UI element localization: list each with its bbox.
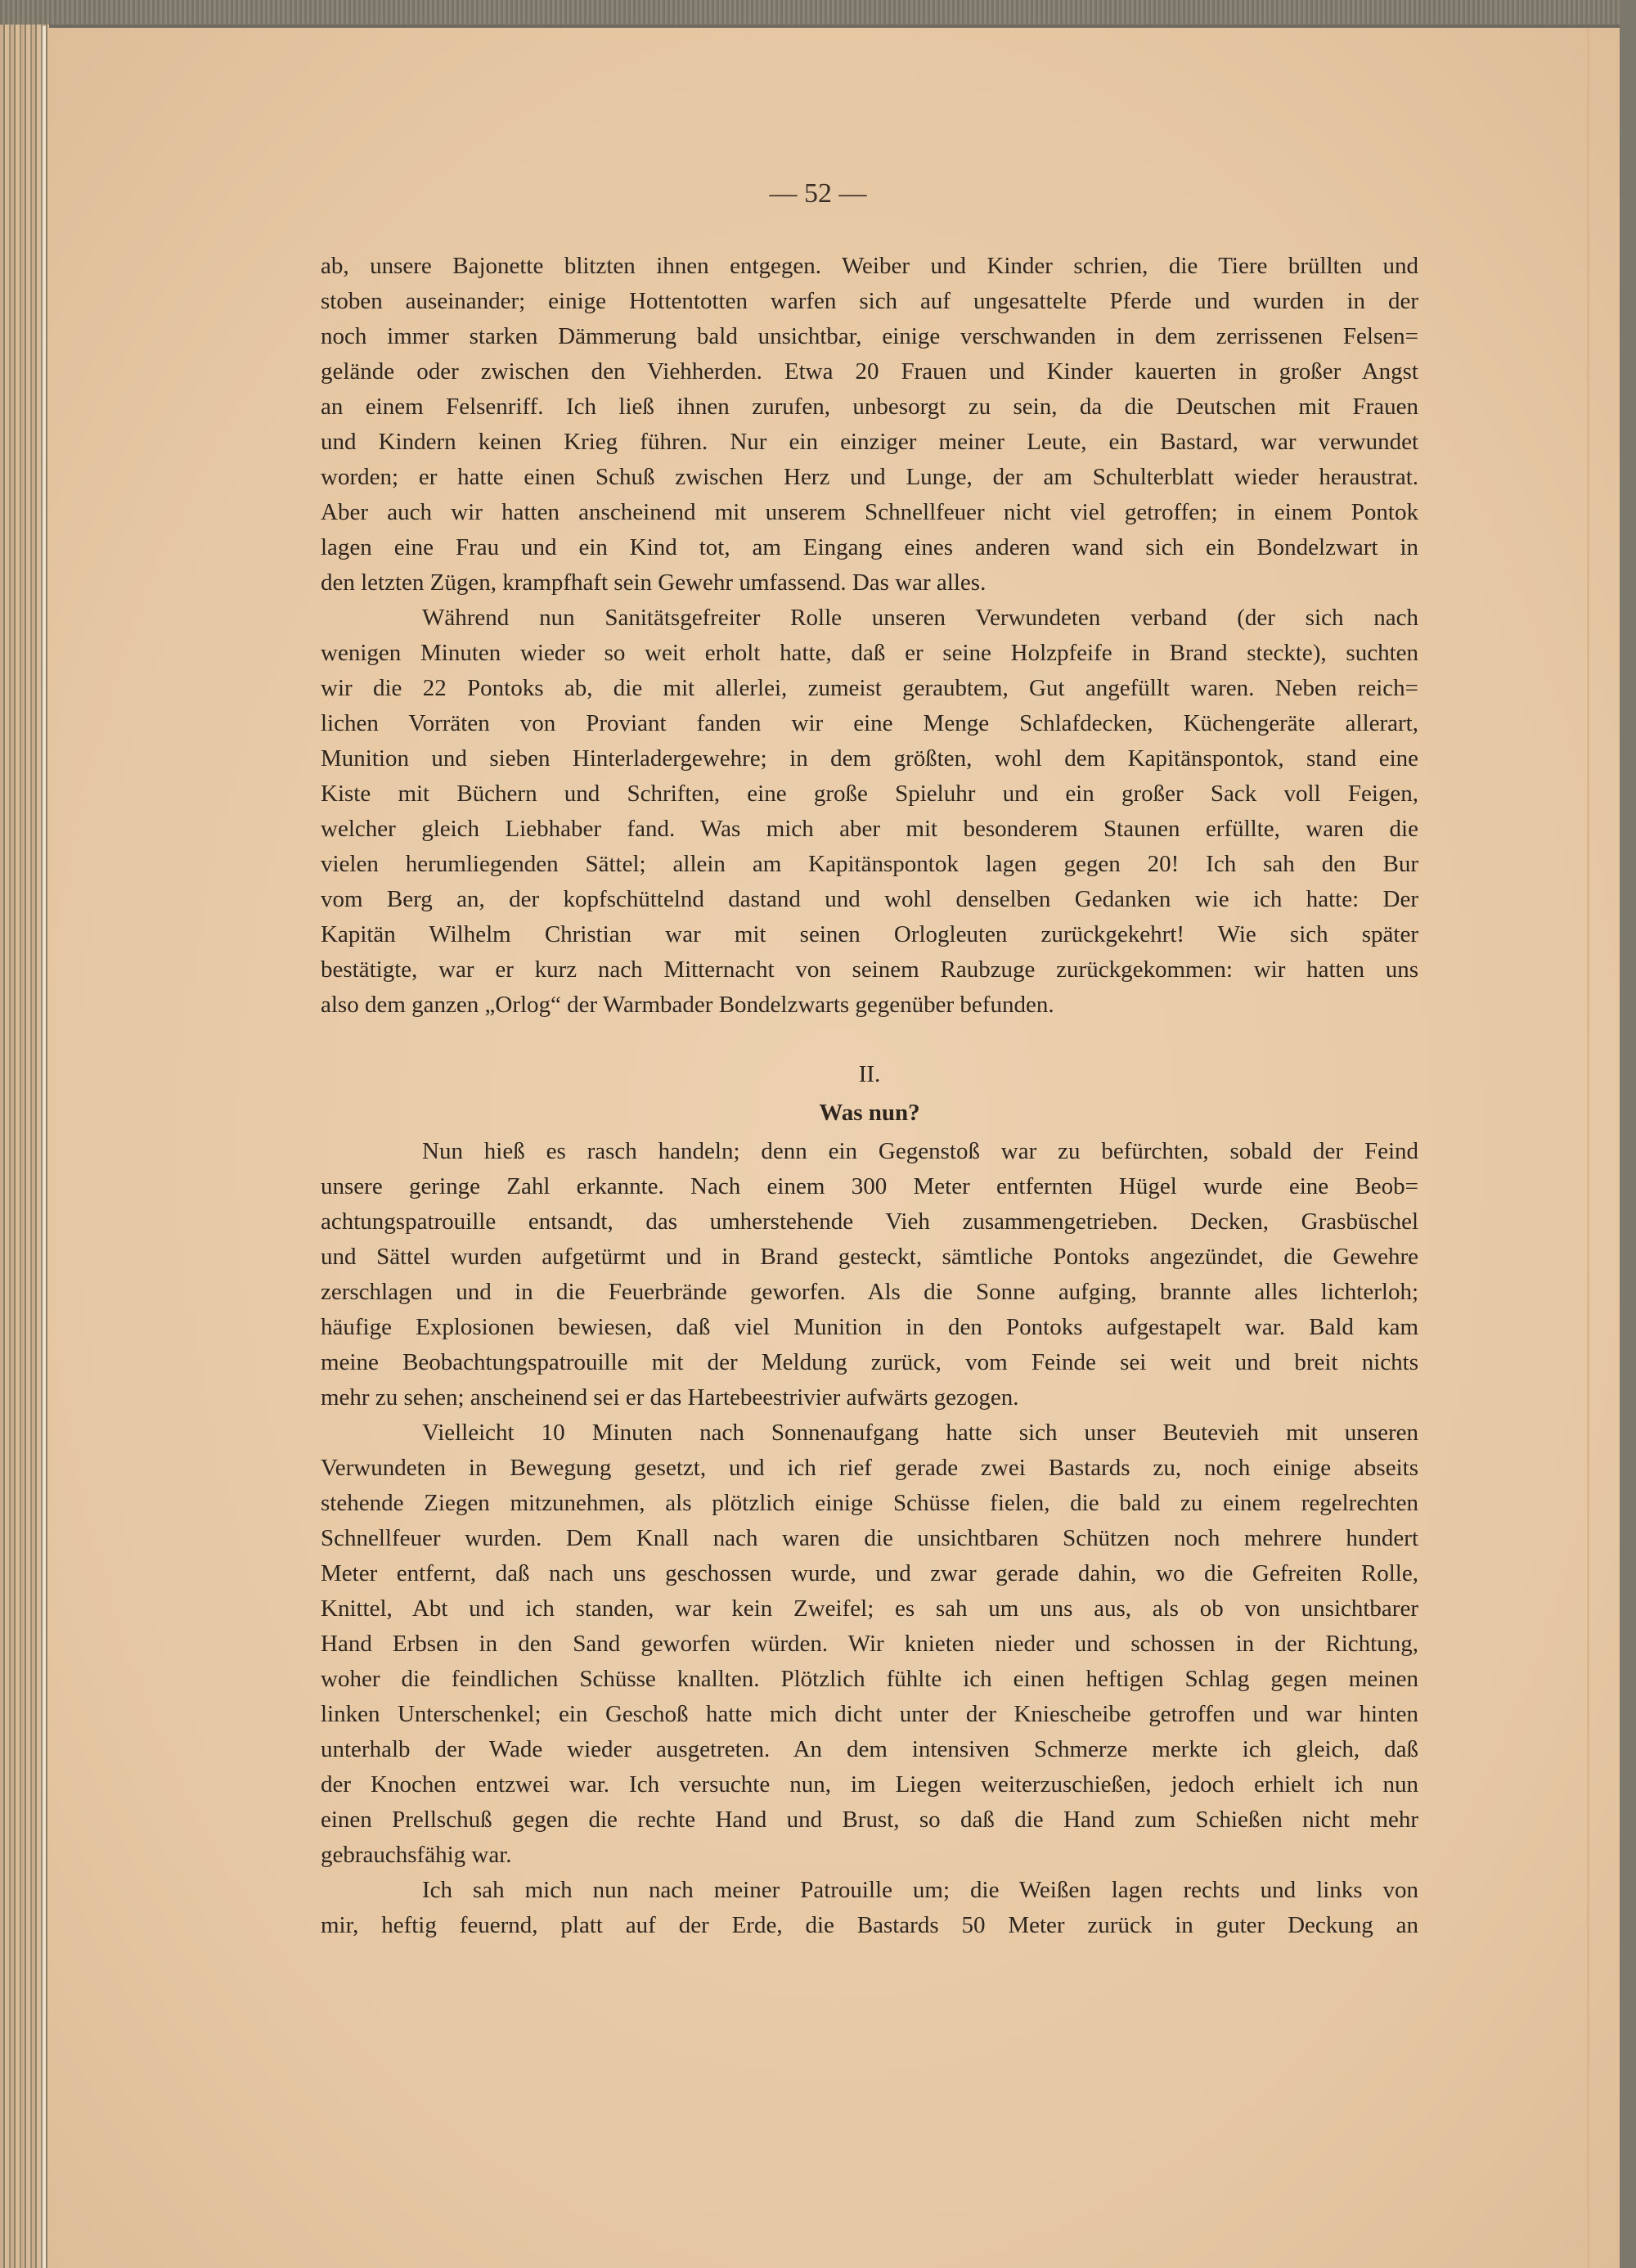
- section-heading: [321, 1057, 1418, 1131]
- text-block-top: [321, 249, 1418, 1023]
- paragraph: [321, 1415, 1418, 1873]
- page-fold: [1587, 28, 1589, 2268]
- text-line: an einem Felsenriff. Ich ließ ihnen zurufen, unbesorgt zu sein, da die Deutschen mit Frauen: [321, 394, 1418, 420]
- text-line: Verwundeten in Bewegung gesetzt, und ich rief gerade zwei Bastards zu, noch einige abseits: [321, 1455, 1418, 1481]
- text-line: vom Berg an, der kopfschüttelnd dastand und wohl denselben Gedanken wie ich hatte: Der: [321, 886, 1418, 912]
- text-line: Kapitän Wilhelm Christian war mit seinen Orlogleuten zurückgekehrt! Wie sich später: [321, 921, 1418, 947]
- text-line: einen Prellschuß gegen die rechte Hand und Brust, so daß die Hand zum Schießen nicht mehr: [321, 1807, 1418, 1833]
- text-line: Kiste mit Büchern und Schriften, eine große Spieluhr und ein großer Sack voll Feigen,: [321, 781, 1418, 807]
- text-line: Aber auch wir hatten anscheinend mit unserem Schnellfeuer nicht viel getroffen; in einem Pontok: [321, 499, 1418, 525]
- text-line: Munition und sieben Hinterladergewehre; in dem größten, wohl dem Kapitänspontok, stand eine: [321, 745, 1418, 772]
- scan-right-border: [1620, 0, 1636, 2268]
- text-line: stoben auseinander; einige Hottentotten warfen sich auf ungesattelte Pferde und wurden in der: [321, 288, 1418, 314]
- text-line: der Knochen entzwei war. Ich versuchte nun, im Liegen weiterzuschießen, jedoch erhielt ich nun: [321, 1771, 1418, 1798]
- paragraph: [321, 249, 1418, 601]
- paragraph: [321, 1873, 1418, 1943]
- text-line: meine Beobachtungspatrouille mit der Meldung zurück, vom Feinde sei weit und breit nichts: [321, 1349, 1418, 1375]
- text-line: und Sättel wurden aufgetürmt und in Brand gesteckt, sämtliche Pontoks angezündet, die Gewehre: [321, 1244, 1418, 1270]
- text-line: Hand Erbsen in den Sand geworfen würden. Wir knieten nieder und schossen in der Richtung,: [321, 1631, 1418, 1657]
- text-line: worden; er hatte einen Schuß zwischen Herz und Lunge, der am Schulterblatt wieder heraustrat.: [321, 464, 1418, 490]
- text-line: Vielleicht 10 Minuten nach Sonnenaufgang hatte sich unser Beutevieh mit unseren: [422, 1420, 1418, 1446]
- text-line: Nun hieß es rasch handeln; denn ein Gegenstoß war zu befürchten, sobald der Feind: [422, 1138, 1418, 1164]
- text-line: Während nun Sanitätsgefreiter Rolle unseren Verwundeten verband (der sich nach: [422, 605, 1418, 631]
- section-number: II.: [858, 1061, 881, 1087]
- text-line: Meter entfernt, daß nach uns geschossen wurde, und zwar gerade dahin, wo die Gefreiten Rolle,: [321, 1560, 1418, 1586]
- text-line: Knittel, Abt und ich standen, war kein Zweifel; es sah um uns aus, als ob von unsichtbarer: [321, 1595, 1418, 1622]
- text-line: zerschlagen und in die Feuerbrände geworfen. Als die Sonne aufging, brannte alles lichterloh;: [321, 1279, 1418, 1305]
- text-line: den letzten Zügen, krampfhaft sein Gewehr umfassend. Das war alles.: [321, 569, 987, 596]
- text-line: achtungspatrouille entsandt, das umherstehende Vieh zusammengetrieben. Decken, Grasbüschel: [321, 1208, 1418, 1235]
- text-line: linken Unterschenkel; ein Geschoß hatte mich dicht unter der Kniescheibe getroffen und war hinten: [321, 1701, 1418, 1727]
- text-line: unsere geringe Zahl erkannte. Nach einem 300 Meter entfernten Hügel wurde eine Beob=: [321, 1173, 1418, 1199]
- text-line: lagen eine Frau und ein Kind tot, am Eingang eines anderen wand sich ein Bondelzwart in: [321, 534, 1418, 560]
- section-title: Was nun?: [819, 1100, 920, 1126]
- text-line: Ich sah mich nun nach meiner Patrouille um; die Weißen lagen rechts und links von: [422, 1877, 1418, 1903]
- text-line: mehr zu sehen; anscheinend sei er das Hartebeestrivier aufwärts gezogen.: [321, 1384, 1019, 1411]
- page-edge-highlight: [43, 26, 46, 2268]
- text-line: Schnellfeuer wurden. Dem Knall nach waren die unsichtbaren Schützen noch mehrere hundert: [321, 1525, 1418, 1551]
- text-line: stehende Ziegen mitzunehmen, als plötzlich einige Schüsse fielen, die bald zu einem regelrechten: [321, 1490, 1418, 1516]
- text-line: bestätigte, war er kurz nach Mitternacht von seinem Raubzuge zurückgekommen: wir hatten uns: [321, 956, 1418, 983]
- text-line: lichen Vorräten von Proviant fanden wir eine Menge Schlafdecken, Küchengeräte allerart,: [321, 710, 1418, 736]
- text-line: gebrauchsfähig war.: [321, 1842, 512, 1868]
- text-line: also dem ganzen „Orlog“ der Warmbader Bondelzwarts gegenüber befunden.: [321, 992, 1054, 1018]
- page-number: — 52 —: [769, 178, 867, 209]
- text-line: wir die 22 Pontoks ab, die mit allerlei, zumeist geraubtem, Gut angefüllt waren. Neben reich=: [321, 675, 1418, 701]
- text-line: noch immer starken Dämmerung bald unsichtbar, einige verschwanden in dem zerrissenen Felsen=: [321, 323, 1418, 349]
- text-line: wenigen Minuten wieder so weit erholt hatte, daß er seine Holzpfeife in Brand steckte), suchten: [321, 640, 1418, 666]
- text-line: woher die feindlichen Schüsse knallten. Plötzlich fühlte ich einen heftigen Schlag gegen meinen: [321, 1666, 1418, 1692]
- scan-top-border: [0, 0, 1636, 25]
- text-line: unterhalb der Wade wieder ausgetreten. An dem intensiven Schmerze merkte ich gleich, daß: [321, 1736, 1418, 1762]
- text-line: vielen herumliegenden Sättel; allein am Kapitänspontok lagen gegen 20! Ich sah den Bur: [321, 851, 1418, 877]
- text-line: gelände oder zwischen den Viehherden. Etwa 20 Frauen und Kinder kauerten in großer Angst: [321, 358, 1418, 385]
- text-line: welcher gleich Liebhaber fand. Was mich aber mit besonderem Staunen erfüllte, waren die: [321, 816, 1418, 842]
- paragraph: [321, 1134, 1418, 1415]
- book-page-edges: [0, 25, 49, 2268]
- text-block-bottom: [321, 1134, 1418, 1943]
- text-line: und Kindern keinen Krieg führen. Nur ein einziger meiner Leute, ein Bastard, war verwundet: [321, 429, 1418, 455]
- paragraph: [321, 601, 1418, 1023]
- text-line: mir, heftig feuernd, platt auf der Erde, die Bastards 50 Meter zurück in guter Deckung an: [321, 1912, 1418, 1938]
- text-line: ab, unsere Bajonette blitzten ihnen entgegen. Weiber und Kinder schrien, die Tiere brüllten und: [321, 253, 1418, 279]
- text-line: häufige Explosionen bewiesen, daß viel Munition in den Pontoks aufgestapelt war. Bald kam: [321, 1314, 1418, 1340]
